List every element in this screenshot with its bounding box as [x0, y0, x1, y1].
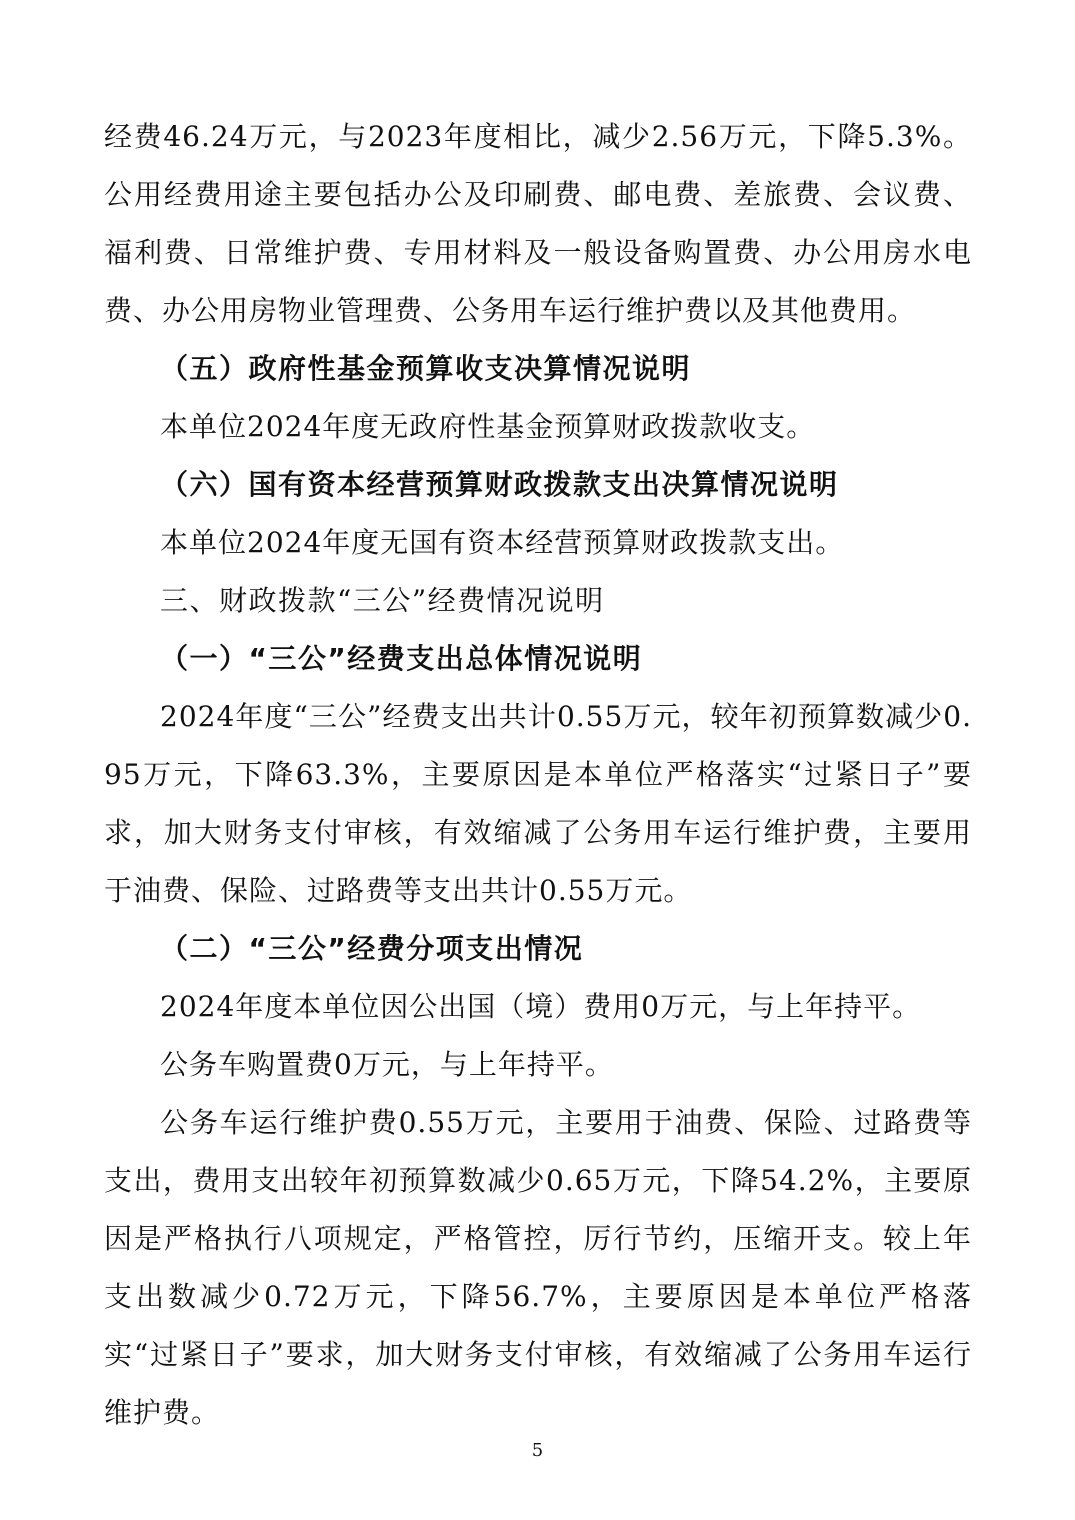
section-heading-three-public-expenses: 三、财政拨款“三公”经费情况说明	[160, 584, 605, 617]
heading-government-fund-budget: （五）政府性基金预算收支决算情况说明	[160, 352, 692, 385]
paragraph-government-fund-budget: 本单位2024年度无政府性基金预算财政拨款收支。	[160, 410, 816, 443]
document-body	[104, 108, 972, 1442]
heading-overall-three-public-expenses: （一）“三公”经费支出总体情况说明	[160, 642, 643, 675]
paragraph-vehicle-operation: 公务车运行维护费0.55万元，主要用于油费、保险、过路费等支出，费用支出较年初预算数减少0.65万元，下降54.2%，主要原因是严格执行八项规定，严格管控，厉行节约，压缩开支。较上年支出数减少0.72万元，下降56.7%，主要原因是本单位严格落实“过紧日子”要求，加大财务支付审核，有效缩减了公务用车运行维护费。	[104, 1106, 972, 1429]
paragraph-public-funds: 经费46.24万元，与2023年度相比，减少2.56万元，下降5.3%。公用经费用途主要包括办公及印刷费、邮电费、差旅费、会议费、福利费、日常维护费、专用材料及一般设备购置费、办公用房水电费、办公用房物业管理费、公务用车运行维护费以及其他费用。	[104, 120, 972, 327]
paragraph-state-capital-budget: 本单位2024年度无国有资本经营预算财政拨款支出。	[160, 526, 845, 559]
heading-itemized-three-public-expenses: （二）“三公”经费分项支出情况	[160, 932, 584, 965]
paragraph-vehicle-purchase: 公务车购置费0万元，与上年持平。	[160, 1048, 614, 1081]
page-number: 5	[531, 1440, 544, 1461]
paragraph-overseas-travel: 2024年度本单位因公出国（境）费用0万元，与上年持平。	[160, 990, 922, 1023]
heading-state-capital-budget: （六）国有资本经营预算财政拨款支出决算情况说明	[160, 468, 839, 501]
paragraph-overall-three-public-expenses: 2024年度“三公”经费支出共计0.55万元，较年初预算数减少0.95万元，下降63.3%，主要原因是本单位严格落实“过紧日子”要求，加大财务支付审核，有效缩减了公务用车运行维护费，主要用于油费、保险、过路费等支出共计0.55万元。	[104, 700, 972, 907]
